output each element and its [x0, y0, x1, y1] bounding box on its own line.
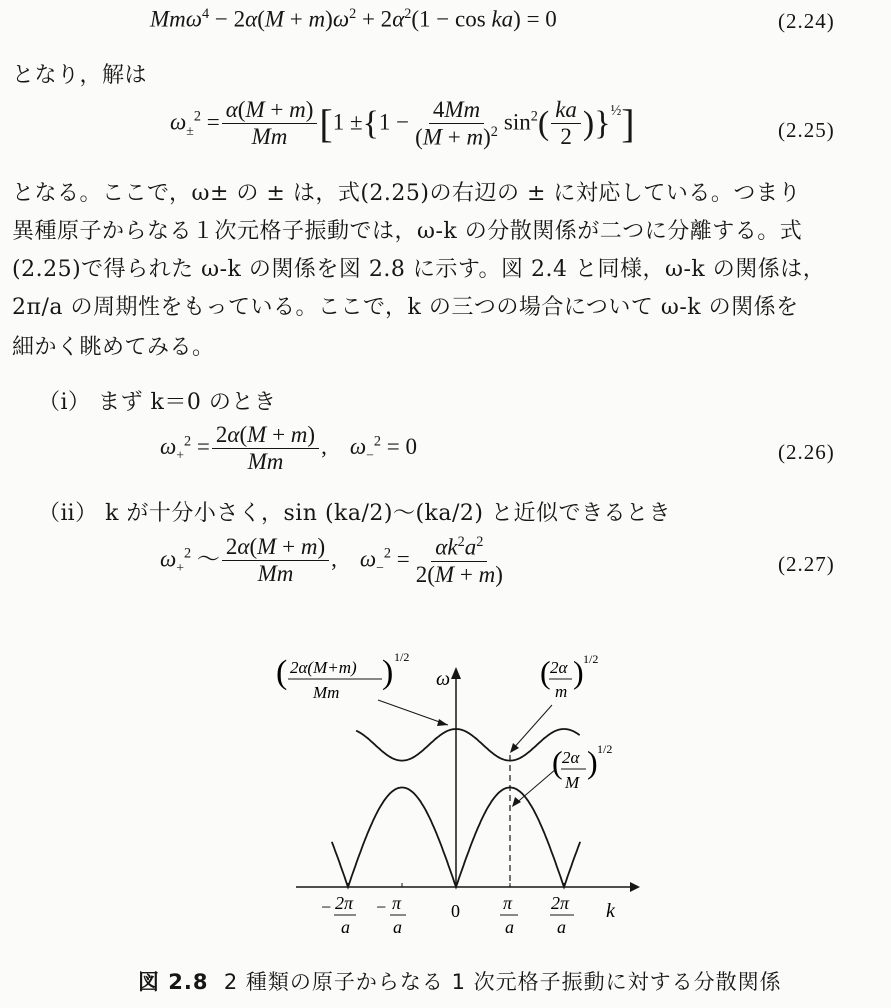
x-axis-label: k [606, 900, 615, 922]
svg-text:1/2: 1/2 [597, 742, 613, 756]
optical-branch [356, 729, 580, 761]
equation-2-25: $\omega_\pm^2$ = $\frac{\alpha(M + m)}{Mm}$ [1 ±{1 − $\frac{4Mm}{(M + m)^2}$ $\sin^2$( $\frac{ka}{2}$ )}$^{\frac{1}{2}}$] [170, 97, 635, 150]
svg-text:−: − [320, 897, 333, 917]
equation-number-2-24: (2.24) [778, 9, 835, 33]
equation-number-2-25: (2.25) [778, 118, 835, 142]
svg-text:a: a [557, 917, 566, 937]
figure-number: 図 2.8 [138, 970, 209, 994]
equation-2-27: $\omega_+^2$ ～ $\frac{2\alpha(M + m)}{Mm}$ , $\omega_-^2$ = $\frac{\alpha k^2a^2}{2(M + m)}$ [160, 534, 503, 587]
annotation-omega-max [276, 650, 409, 702]
y-axis-label: ω [436, 668, 451, 690]
annotation-2a-m [540, 652, 598, 701]
svg-text:2π: 2π [335, 893, 354, 913]
equation-number-2-27: (2.27) [778, 552, 835, 576]
annotation-2a-M [552, 742, 612, 792]
paragraph-line-1: となる。ここで，ω± の ± は，式(2.25)の右辺の ± に対応している。つまり [12, 181, 801, 206]
paragraph-line-3: (2.25)で得られた ω-k の関係を図 2.8 に示す。図 2.4 と同様，ω-k の関係は， [12, 257, 826, 282]
tick-label-pi-a [500, 893, 518, 937]
arrow-2a-M [514, 769, 556, 805]
svg-text:M: M [565, 773, 580, 792]
paragraph-line-5: 細かく眺めてみる。 [12, 335, 215, 360]
svg-text:Mm: Mm [313, 683, 340, 702]
equation-2-24: $Mm\omega^4 - 2\alpha(M + m)\omega^2 + 2\alpha^2(1 - \cos ka) = 0$ [150, 6, 557, 32]
svg-text:2α(M+m): 2α(M+m) [290, 658, 357, 677]
svg-text:(: ( [552, 744, 563, 780]
svg-text:(: ( [276, 654, 288, 691]
svg-text:a: a [341, 917, 350, 937]
svg-text:(: ( [540, 654, 551, 690]
x-axis-arrow [630, 882, 640, 892]
svg-text:π: π [503, 893, 513, 913]
svg-text:2π: 2π [551, 893, 570, 913]
dispersion-chart [0, 645, 891, 1005]
figure-caption [138, 966, 782, 996]
arrow-omega-max [378, 700, 448, 725]
tick-label-2pi-a [550, 893, 574, 937]
svg-text:1/2: 1/2 [583, 652, 599, 666]
svg-text:a: a [393, 917, 402, 937]
equation-2-26: $\omega_+^2$ = $\frac{2\alpha(M + m)}{Mm}$ , $\omega_-^2 = 0$ [160, 422, 417, 475]
svg-text:1/2: 1/2 [394, 650, 410, 664]
arrow-2a-m [512, 705, 552, 750]
tick-label-zero: 0 [451, 901, 460, 921]
svg-text:−: − [375, 897, 388, 917]
equation-number-2-26: (2.26) [778, 440, 835, 464]
svg-text:m: m [555, 682, 568, 701]
figure-caption-text: 2 種類の原子からなる 1 次元格子振動に対する分散関係 [223, 970, 782, 994]
y-axis-arrow [451, 667, 461, 679]
svg-text:2α: 2α [562, 748, 580, 767]
text-line-1: となり，解は [12, 63, 148, 88]
svg-text:a: a [505, 917, 514, 937]
svg-text:π: π [392, 893, 402, 913]
paragraph-line-2: 異種原子からなる１次元格子振動では，ω-k の分散関係が二つに分離する。式 [12, 219, 803, 244]
svg-text:): ) [573, 654, 584, 690]
svg-text:2α: 2α [550, 658, 568, 677]
svg-text:): ) [587, 744, 598, 780]
svg-text:): ) [382, 654, 394, 691]
case-ii-text: （ⅱ） k が十分小さく，sin (ka/2)～(ka/2) と近似できるとき [38, 501, 671, 526]
paragraph-line-4: 2π/a の周期性をもっている。ここで，k の三つの場合について ω-k の関係を [12, 295, 799, 320]
tick-label-neg-pi-a [375, 893, 406, 937]
tick-label-neg-2pi-a [320, 893, 356, 937]
case-i-text: （ⅰ） まず k＝0 のとき [38, 390, 277, 415]
